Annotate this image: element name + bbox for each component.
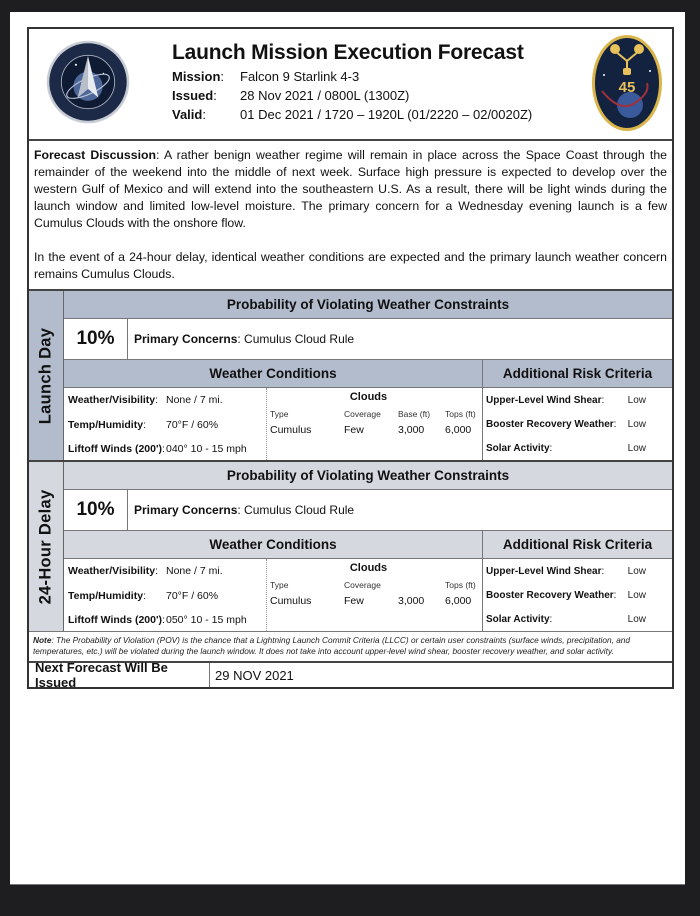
primary-concerns: Primary Concerns : Cumulus Cloud Rule	[134, 332, 355, 346]
forecast-discussion	[29, 141, 672, 291]
mission-value: Falcon 9 Starlink 4-3	[240, 69, 360, 84]
discussion-label: Forecast Discussion	[34, 148, 157, 162]
mission-label: Mission	[172, 69, 221, 84]
issued-label: Issued	[172, 88, 214, 103]
valid-label: Valid	[172, 107, 203, 122]
pov-percent: 10%	[64, 490, 128, 530]
pov-row	[64, 319, 672, 360]
liftoff-winds-value: 050° 10 - 15 mph	[166, 614, 247, 626]
us-space-force-seal-icon	[45, 39, 131, 125]
issued-row: Issued: 28 Nov 2021 / 0800L (1300Z)	[172, 88, 410, 103]
side-label: Launch Day	[36, 327, 55, 424]
header-text	[172, 41, 532, 124]
pov-percent: 10%	[64, 319, 128, 359]
additional-risk-title: Additional Risk Criteria	[483, 360, 672, 388]
weather-visibility-value: None / 7 mi.	[166, 394, 223, 406]
side-label-cell	[29, 291, 64, 460]
discussion-paragraph-1: Forecast Discussion: A rather benign weather regime will remain in place across the Space Coast through the remainder of the weekend into the middle of next week. Surface high pressure is expected to develop over the western Gulf of Mexico and will extend into the southeastern U.S. As a result, there will be light winds during the launch window and limited low-level moisture. The primary concern for a Wednesday evening launch is a few Cumulus Clouds with the onshore flow.	[34, 148, 667, 230]
pov-title: Probability of Violating Weather Constraints	[64, 291, 672, 319]
next-forecast-row	[29, 660, 672, 690]
delay-section	[29, 462, 672, 632]
additional-risk-title: Additional Risk Criteria	[483, 531, 672, 559]
clouds-table: Clouds Type Coverage Tops (ft) Cumulus Few 3,000 6,000	[267, 559, 483, 631]
discussion-paragraph-2: In the event of a 24-hour delay, identical weather conditions are expected and the primary launch weather concern remains Cumulus Clouds.	[34, 250, 667, 281]
primary-concerns: Primary Concerns : Cumulus Cloud Rule	[134, 503, 355, 517]
clouds-table: Clouds Type Coverage Base (ft) Tops (ft) Cumulus Few 3,000 6,000	[267, 388, 483, 460]
pov-note: Note: The Probability of Violation (POV) is the chance that a Lightning Launch Commit Criteria (LLCC) or certain user constraints (surface winds, precipitation, and temperatures, etc.) will be violated during the launch window. It does not take into account upper-level wind shear, booster recovery weather, and solar activity.	[29, 632, 672, 663]
temp-humidity-value: 70°F / 60%	[166, 590, 219, 602]
additional-risk-criteria: Upper-Level Wind Shear: Low Booster Recovery Weather: Low Solar Activity: Low	[486, 566, 646, 625]
weather-conditions: Weather/Visibility: None / 7 mi. Temp/Humidity: 70°F / 60% Liftoff Winds (200'): 040° 10 - 15 mph	[64, 388, 267, 460]
additional-risk-criteria: Upper-Level Wind Shear: Low Booster Recovery Weather: Low Solar Activity: Low	[486, 395, 646, 454]
svg-text:45: 45	[618, 79, 636, 96]
next-forecast-label: Next Forecast Will Be Issued	[29, 663, 210, 687]
conditions-grid	[64, 388, 672, 460]
conditions-grid	[64, 559, 672, 631]
weather-conditions-title: Weather Conditions	[64, 360, 483, 388]
pov-title: Probability of Violating Weather Constraints	[64, 462, 672, 490]
liftoff-winds-value: 040° 10 - 15 mph	[166, 443, 247, 455]
temp-humidity-value: 70°F / 60%	[166, 419, 219, 431]
forecast-header	[29, 29, 672, 141]
page-title: Launch Mission Execution Forecast	[172, 41, 524, 64]
45th-weather-squadron-patch-icon	[590, 33, 664, 133]
mission-row: Mission: Falcon 9 Starlink 4-3	[172, 69, 360, 84]
valid-value: 01 Dec 2021 / 1720 – 1920L (01/2220 – 02/0020Z)	[240, 107, 533, 122]
weather-conditions-title: Weather Conditions	[64, 531, 483, 559]
document-page	[10, 12, 685, 884]
launch-day-section	[29, 291, 672, 462]
weather-conditions: Weather/Visibility: None / 7 mi. Temp/Humidity: 70°F / 60% Liftoff Winds (200'): 050° 10 - 15 mph	[64, 559, 267, 631]
next-forecast-value: 29 NOV 2021	[215, 667, 294, 683]
side-label: 24-Hour Delay	[36, 489, 55, 604]
forecast-frame	[27, 27, 674, 689]
weather-visibility-value: None / 7 mi.	[166, 565, 223, 577]
clouds-title: Clouds	[349, 562, 388, 574]
clouds-title: Clouds	[349, 391, 388, 403]
issued-value: 28 Nov 2021 / 0800L (1300Z)	[240, 88, 410, 103]
pov-row	[64, 490, 672, 531]
side-label-cell	[29, 462, 64, 631]
valid-row: Valid: 01 Dec 2021 / 1720 – 1920L (01/2220 – 02/0020Z)	[172, 107, 533, 122]
